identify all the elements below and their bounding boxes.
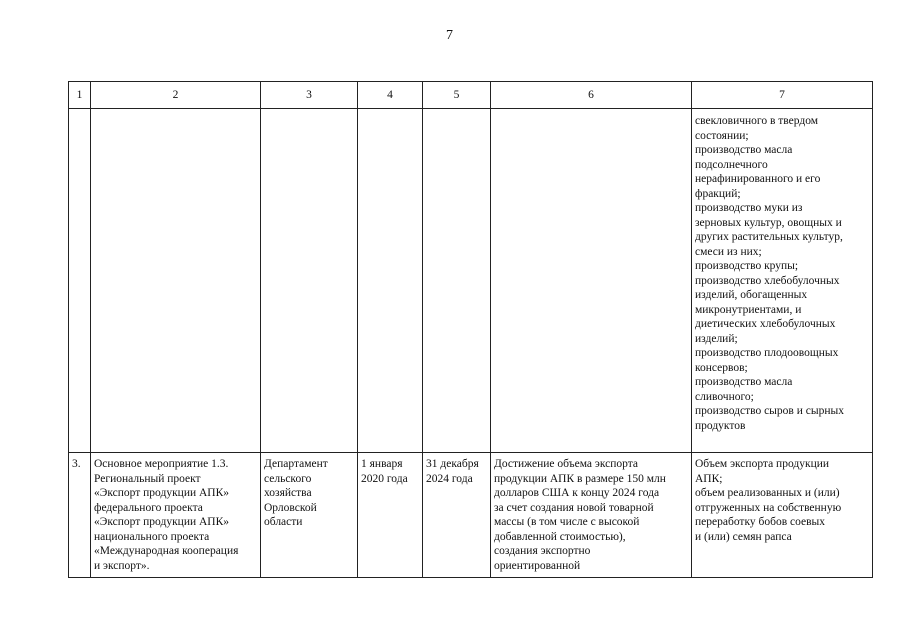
text-line: Объем экспорта продукции [695, 458, 830, 470]
text-line: отгруженных на собственную [695, 501, 842, 514]
text-line: нерафинированного и его [695, 173, 821, 185]
cont-cell-1 [69, 109, 91, 453]
cont-cell-7 [692, 109, 873, 453]
text-line: 1 января [361, 458, 403, 470]
header-col-1: 1 [69, 82, 91, 109]
responsible-cell [261, 453, 358, 578]
row-number: 3. [69, 453, 91, 578]
text-line: Орловской [264, 501, 317, 514]
text-line: смеси из них; [695, 245, 762, 258]
text-line: за счет создания новой товарной [494, 501, 654, 514]
text-line: производство плодоовощных [695, 347, 839, 359]
text-line: «Экспорт продукции АПК» [94, 487, 230, 499]
text-line: продукции АПК в размере 150 млн [494, 472, 666, 485]
cont-cell-3 [261, 109, 358, 453]
table-row-3 [69, 453, 873, 578]
plan-table [68, 81, 873, 578]
text-line: ориентированной [494, 559, 581, 572]
cont-cell-5 [423, 109, 491, 453]
event-name-cell [91, 453, 261, 578]
text-line: долларов США к концу 2024 года [494, 487, 660, 499]
text-line: области [264, 516, 303, 528]
text-line: сливочного; [695, 390, 754, 403]
continuation-row [69, 109, 873, 453]
header-col-3: 3 [261, 82, 358, 109]
header-col-4: 4 [358, 82, 423, 109]
text-line: изделий, обогащенных [695, 289, 808, 301]
text-line: зерновых культур, овощных и [695, 216, 842, 229]
text-line: производство муки из [695, 202, 803, 214]
text-line: переработку бобов соевых [695, 516, 826, 528]
header-col-7: 7 [692, 82, 873, 109]
text-line: других растительных культур, [695, 231, 843, 243]
cont-cell-4 [358, 109, 423, 453]
text-line: подсолнечного [695, 158, 768, 171]
text-line: Департамент [264, 458, 328, 470]
text-line: национального проекта [94, 530, 210, 543]
text-line: федерального проекта [94, 501, 203, 514]
start-date-cell [358, 453, 423, 578]
text-line: продуктов [695, 419, 746, 432]
cont-cell-2 [91, 109, 261, 453]
header-col-2: 2 [91, 82, 261, 109]
text-line: фракций; [695, 187, 741, 200]
text-line: состоянии; [695, 129, 749, 142]
header-row [69, 82, 873, 109]
text-line: микронутриентами, и [695, 303, 802, 316]
text-line: Региональный проект [94, 472, 201, 485]
text-line: 2020 года [361, 472, 408, 485]
text-line: консервов; [695, 361, 748, 374]
page-number: 7 [446, 28, 453, 43]
text-line: диетических хлебобулочных [695, 318, 836, 330]
expected-result-cell [491, 453, 692, 578]
text-line: массы (в том числе с высокой [494, 516, 640, 528]
text-line: сельского [264, 472, 312, 485]
text-line: и (или) семян рапса [695, 530, 792, 543]
text-line: 2024 года [426, 472, 473, 485]
text-line: изделий; [695, 332, 738, 345]
end-date-cell [423, 453, 491, 578]
text-line: Основное мероприятие 1.3. [94, 458, 229, 470]
text-line: свекловичного в твердом [695, 115, 819, 127]
text-line: «Международная кооперация [94, 545, 239, 557]
text-line: создания экспортно [494, 545, 591, 557]
cont-cell-6 [491, 109, 692, 453]
text-line: производство сыров и сырных [695, 405, 844, 417]
text-line: производство крупы; [695, 260, 799, 272]
text-line: и экспорт». [94, 559, 150, 572]
text-line: 31 декабря [426, 458, 479, 470]
text-line: АПК; [695, 472, 723, 485]
text-line: добавленной стоимостью), [494, 530, 626, 543]
indicators-cell [692, 453, 873, 578]
text-line: Достижение объема экспорта [494, 458, 639, 470]
header-col-6: 6 [491, 82, 692, 109]
text-line: хозяйства [264, 487, 312, 499]
text-line: объем реализованных и (или) [695, 487, 840, 499]
text-line: производство масла [695, 376, 793, 388]
text-line: производство масла [695, 144, 793, 156]
header-col-5: 5 [423, 82, 491, 109]
text-line: производство хлебобулочных [695, 274, 840, 287]
text-line: «Экспорт продукции АПК» [94, 516, 230, 528]
